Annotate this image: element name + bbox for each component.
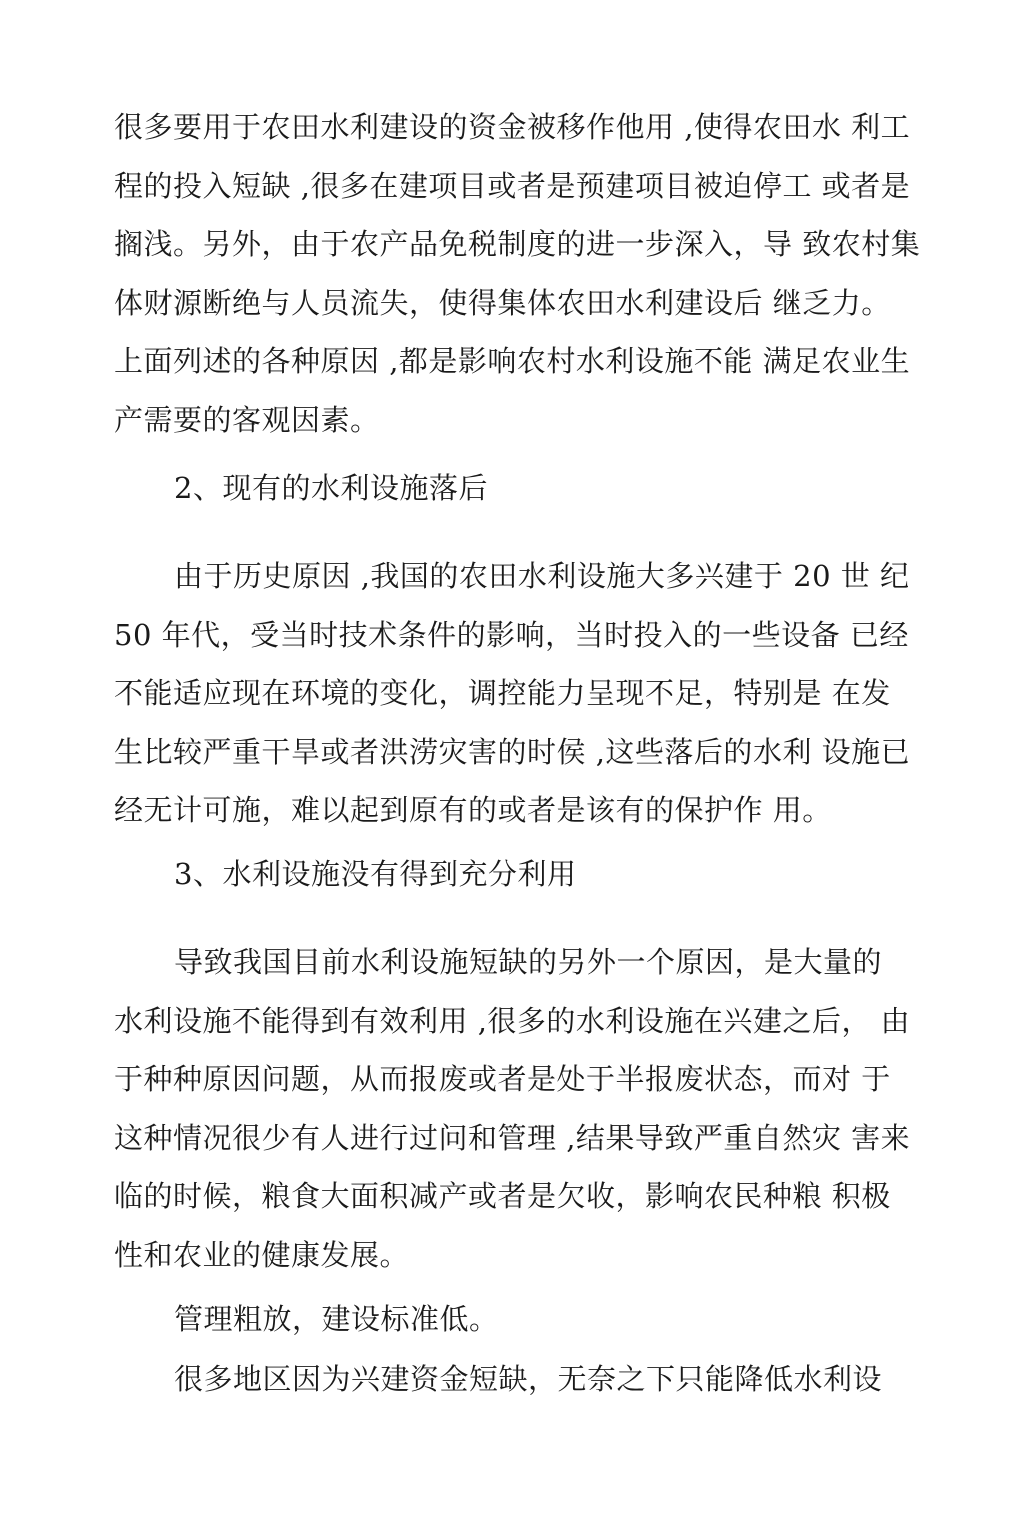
text-line: 程的投入短缺 ,很多在建项目或者是预建项目被迫停工 或者是 <box>114 168 911 203</box>
heading-text: 2、现有的水利设施落后 <box>174 471 488 505</box>
heading-text: 3、水利设施没有得到充分利用 <box>174 857 577 891</box>
text-line: 搁浅。另外，由于农产品免税制度的进一步深入，导 致农村集 <box>114 227 921 261</box>
paragraph-underused-facilities <box>114 933 914 1284</box>
text-line: 上面列述的各种原因 ,都是影响农村水利设施不能 满足农业生 <box>114 344 911 378</box>
text-line: 导致我国目前水利设施短缺的另外一个原因，是大量的 <box>174 945 883 979</box>
text-line: 水利设施不能得到有效利用 ,很多的水利设施在兴建之后， 由 <box>114 1003 911 1038</box>
text-line: 生比较严重干旱或者洪涝灾害的时侯 ,这些落后的水利 设施已 <box>114 734 911 769</box>
text-line: 这种情况很少有人进行过问和管理 ,结果导致严重自然灾 害来 <box>114 1120 911 1155</box>
text-line: 经无计可施，难以起到原有的或者是该有的保护作 用。 <box>114 793 832 827</box>
text-line: 由于历史原因 ,我国的农田水利设施大多兴建于 20 世 纪 <box>174 559 910 593</box>
text-line: 很多地区因为兴建资金短缺，无奈之下只能降低水利设 <box>174 1362 883 1396</box>
text-line: 于种种原因问题，从而报废或者是处于半报废状态，而对 于 <box>114 1062 891 1096</box>
paragraph-outdated-facilities <box>114 547 914 840</box>
paragraph-funding-shortage <box>114 98 921 449</box>
text-line: 体财源断绝与人员流失，使得集体农田水利建设后 继乏力。 <box>114 285 891 320</box>
paragraph-management <box>114 1290 914 1349</box>
paragraph-low-standards <box>114 1350 914 1409</box>
text-line: 50 年代，受当时技术条件的影响，当时投入的一些设备 已经 <box>114 617 909 652</box>
text-line: 很多要用于农田水利建设的资金被移作他用 ,使得农田水 利工 <box>114 110 911 144</box>
text-line: 性和农业的健康发展。 <box>114 1237 410 1272</box>
text-line: 临的时候，粮食大面积减产或者是欠收，影响农民种粮 积极 <box>114 1179 891 1213</box>
text-line: 管理粗放，建设标准低。 <box>174 1302 499 1336</box>
section-heading-2 <box>114 459 914 518</box>
section-heading-3 <box>114 845 914 904</box>
text-line: 产需要的客观因素。 <box>114 402 380 437</box>
text-line: 不能适应现在环境的变化，调控能力呈现不足，特别是 在发 <box>114 676 891 710</box>
